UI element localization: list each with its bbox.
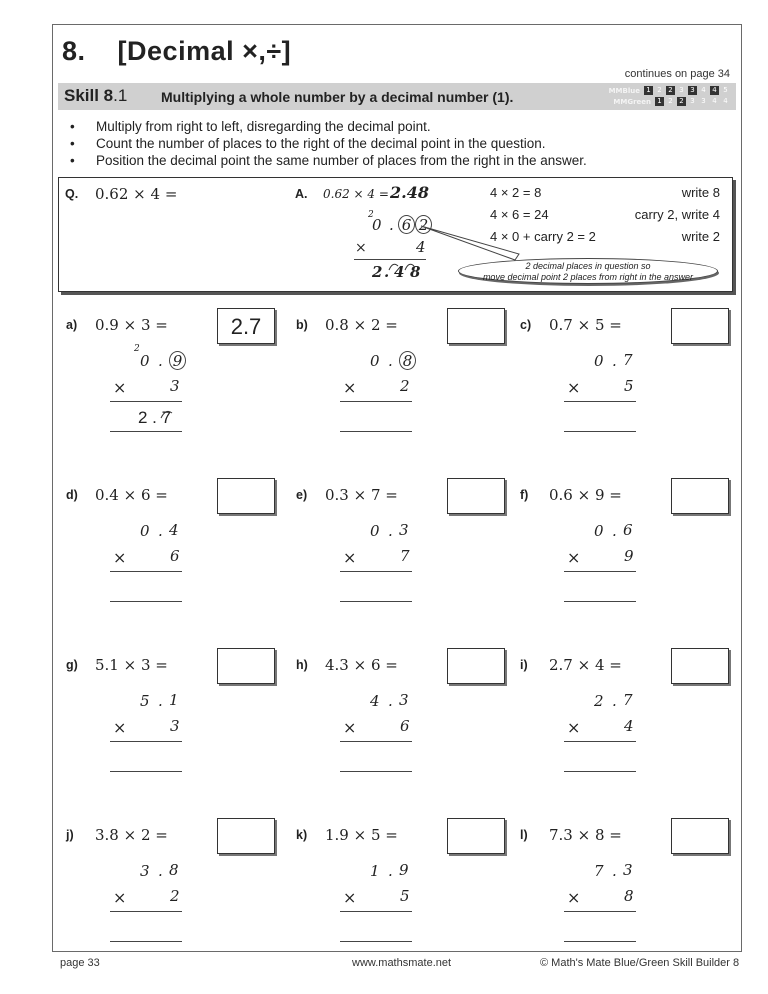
- continues-note: continues on page 34: [624, 68, 730, 80]
- page-title: 8. [Decimal ×,÷]: [62, 36, 292, 66]
- problem-expression: 0.6 × 9 =: [549, 486, 622, 504]
- level-box: 2: [666, 86, 675, 95]
- level-box: 3: [688, 86, 697, 95]
- times-sign: ×: [343, 548, 357, 567]
- step-calc: 4 × 2 = 8: [490, 185, 542, 200]
- top-digit: 3: [399, 521, 409, 539]
- answer-line: [340, 771, 412, 772]
- level-box: 1: [644, 86, 653, 95]
- top-digit: 1: [169, 691, 179, 709]
- problem-expression: 0.4 × 6 =: [95, 486, 168, 504]
- answer-line: [564, 941, 636, 942]
- problem-label: c): [520, 318, 532, 332]
- result-digit: 2: [372, 263, 383, 281]
- working-line: [110, 911, 182, 912]
- answer-box[interactable]: 2.7: [217, 308, 275, 344]
- result-digit: 4: [394, 263, 405, 281]
- answer-line: [110, 601, 182, 602]
- multiplier-digit: 3: [170, 377, 180, 395]
- top-digit: 9: [399, 861, 409, 879]
- multiplier-digit: 5: [400, 887, 410, 905]
- decimal-point: .: [158, 522, 163, 540]
- example-digit: 0: [372, 216, 382, 234]
- working-line: [340, 401, 412, 402]
- result-decimal-point: .: [384, 263, 390, 281]
- working-line: [564, 401, 636, 402]
- answer-line: [564, 771, 636, 772]
- decimal-point: .: [612, 692, 617, 710]
- answer-box[interactable]: [217, 818, 275, 854]
- multiplier-digit: 9: [624, 547, 634, 565]
- answer-line: [340, 941, 412, 942]
- level-box: 4: [701, 86, 706, 94]
- top-digit: 7: [623, 351, 633, 369]
- working-line: [340, 911, 412, 912]
- callout-pointer: [419, 224, 529, 264]
- decimal-point: .: [612, 862, 617, 880]
- multiplier-digit: 3: [170, 717, 180, 735]
- top-digit: 0: [140, 522, 150, 540]
- answer-box[interactable]: [217, 648, 275, 684]
- step-note: carry 2, write 4: [634, 207, 720, 222]
- top-digit: 6: [623, 521, 633, 539]
- answer-box[interactable]: [671, 818, 729, 854]
- level-box: 1: [655, 97, 664, 106]
- answer-box[interactable]: [671, 308, 729, 344]
- times-sign: ×: [343, 378, 357, 397]
- problem-expression: 5.1 × 3 =: [95, 656, 168, 674]
- answer-box[interactable]: [447, 818, 505, 854]
- decimal-point: .: [158, 862, 163, 880]
- times-sign: ×: [343, 888, 357, 907]
- multiplier-digit: 6: [400, 717, 410, 735]
- mm-green-levels: MMGreen 1 2 2 3 3 4 4: [613, 97, 730, 106]
- question-label: Q.: [65, 187, 79, 201]
- result-digit: 8: [410, 263, 421, 281]
- answer-line: [110, 941, 182, 942]
- answer-box[interactable]: [447, 478, 505, 514]
- copyright: © Math's Mate Blue/Green Skill Builder 8: [540, 957, 740, 969]
- problem-expression: 4.3 × 6 =: [325, 656, 398, 674]
- level-box: 2: [668, 97, 673, 105]
- instruction-item: • Position the decimal point the same number of places from the right in the answer.: [70, 152, 587, 169]
- level-box: 3: [679, 86, 684, 94]
- problem-expression: 0.7 × 5 =: [549, 316, 622, 334]
- decimal-shift-arrow: [158, 407, 178, 419]
- problem-label: a): [66, 318, 78, 332]
- example-answer-expr: 0.62 × 4 =: [323, 187, 389, 201]
- multiplier-digit: 8: [624, 887, 634, 905]
- answer-box[interactable]: [671, 648, 729, 684]
- worked-answer: 2 . 7: [138, 408, 172, 427]
- answer-box[interactable]: [217, 478, 275, 514]
- example-answer-value: 2.48: [390, 183, 429, 202]
- problem-expression: 0.8 × 2 =: [325, 316, 398, 334]
- decimal-point: .: [158, 692, 163, 710]
- instructions-list: [70, 118, 587, 169]
- working-line: [340, 741, 412, 742]
- working-line: [340, 571, 412, 572]
- multiplier-digit: 7: [400, 547, 410, 565]
- problem-label: i): [520, 658, 528, 672]
- working-line: [110, 741, 182, 742]
- example-question: 0.62 × 4 =: [95, 185, 178, 203]
- answer-label: A.: [295, 187, 308, 201]
- level-box: 4: [710, 86, 719, 95]
- answer-line: [340, 431, 412, 432]
- times-sign: ×: [113, 718, 127, 737]
- answer-line: [564, 601, 636, 602]
- times-sign: ×: [355, 240, 367, 256]
- level-box: 4: [712, 97, 717, 105]
- top-digit: 0: [370, 352, 380, 370]
- problem-label: b): [296, 318, 308, 332]
- step-calc: 4 × 6 = 24: [490, 207, 549, 222]
- top-digit: 4: [370, 692, 380, 710]
- problem-expression: 7.3 × 8 =: [549, 826, 622, 844]
- working-line: [564, 571, 636, 572]
- decimal-point: .: [388, 352, 393, 370]
- decimal-point: .: [158, 352, 163, 370]
- working-line: [564, 741, 636, 742]
- decimal-point: .: [388, 522, 393, 540]
- problem-expression: 0.3 × 7 =: [325, 486, 398, 504]
- working-line: [564, 911, 636, 912]
- step-note: write 2: [681, 229, 720, 244]
- website: www.mathsmate.net: [352, 957, 452, 969]
- decimal-point: .: [612, 522, 617, 540]
- level-box: 5: [723, 86, 728, 94]
- mm-blue-levels: MMBlue 1 2 2 3 3 4 4 5: [609, 86, 730, 95]
- problem-expression: 1.9 × 5 =: [325, 826, 398, 844]
- decimal-point: .: [388, 692, 393, 710]
- answer-box[interactable]: [447, 308, 505, 344]
- circled-digit: 6: [398, 215, 415, 234]
- skill-number: Skill 8.1: [64, 86, 128, 105]
- problem-label: g): [66, 658, 78, 672]
- level-box: 4: [723, 97, 728, 105]
- example-multiplier: 4: [416, 238, 426, 256]
- callout-bubble: 2 decimal places in question so move decimal point 2 places from right in the answer: [458, 258, 718, 284]
- answer-line: [564, 431, 636, 432]
- level-box: 3: [701, 97, 706, 105]
- level-box: 2: [677, 97, 686, 106]
- problem-label: e): [296, 488, 308, 502]
- problem-expression: 0.9 × 3 =: [95, 316, 168, 334]
- multiplier-digit: 5: [624, 377, 634, 395]
- multiplier-digit: 2: [400, 377, 410, 395]
- circled-digit: 8: [399, 351, 416, 370]
- carry-digit: 2: [134, 344, 140, 354]
- top-digit: 3: [140, 862, 150, 880]
- problem-expression: 2.7 × 4 =: [549, 656, 622, 674]
- times-sign: ×: [113, 888, 127, 907]
- multiplier-digit: 2: [170, 887, 180, 905]
- top-digit: 0: [594, 522, 604, 540]
- times-sign: ×: [567, 718, 581, 737]
- times-sign: ×: [567, 888, 581, 907]
- problem-label: l): [520, 828, 528, 842]
- page-number: page 33: [60, 957, 100, 969]
- times-sign: ×: [567, 548, 581, 567]
- top-digit: 0: [140, 352, 150, 370]
- carry-digit: 2: [368, 210, 374, 220]
- top-digit: 3: [623, 861, 633, 879]
- times-sign: ×: [113, 548, 127, 567]
- top-digit: 0: [594, 352, 604, 370]
- working-line: [110, 401, 182, 402]
- answer-line: [340, 601, 412, 602]
- skill-bar: [58, 83, 736, 110]
- problem-label: h): [296, 658, 308, 672]
- problem-label: j): [66, 828, 74, 842]
- top-digit: 8: [169, 861, 179, 879]
- multiplier-digit: 6: [170, 547, 180, 565]
- circled-digit: 2: [415, 215, 432, 234]
- answer-box[interactable]: [447, 648, 505, 684]
- top-digit: 1: [370, 862, 380, 880]
- answer-box[interactable]: [671, 478, 729, 514]
- decimal-point: .: [388, 862, 393, 880]
- top-digit: 4: [169, 521, 179, 539]
- top-digit: 7: [623, 691, 633, 709]
- multiplier-digit: 4: [624, 717, 634, 735]
- working-line: [110, 571, 182, 572]
- step-note: write 8: [681, 185, 720, 200]
- problem-label: k): [296, 828, 308, 842]
- times-sign: ×: [567, 378, 581, 397]
- top-digit: 5: [140, 692, 150, 710]
- times-sign: ×: [343, 718, 357, 737]
- top-digit: 7: [594, 862, 604, 880]
- top-digit: 2: [594, 692, 604, 710]
- problem-label: f): [520, 488, 529, 502]
- level-box: 2: [657, 86, 662, 94]
- answer-line: [110, 771, 182, 772]
- problem-expression: 3.8 × 2 =: [95, 826, 168, 844]
- top-digit: 3: [399, 691, 409, 709]
- circled-digit: 9: [169, 351, 186, 370]
- decimal-point: .: [612, 352, 617, 370]
- top-digit: 0: [370, 522, 380, 540]
- instruction-item: • Count the number of places to the right of the decimal point in the question.: [70, 135, 587, 152]
- skill-title: Multiplying a whole number by a decimal number (1).: [161, 89, 514, 105]
- problem-label: d): [66, 488, 78, 502]
- times-sign: ×: [113, 378, 127, 397]
- step-calc: 4 × 0 + carry 2 = 2: [490, 229, 596, 244]
- example-decimal-point: .: [389, 216, 394, 234]
- answer-line: [110, 431, 182, 432]
- level-box: 3: [690, 97, 695, 105]
- instruction-item: • Multiply from right to left, disregarding the decimal point.: [70, 118, 587, 135]
